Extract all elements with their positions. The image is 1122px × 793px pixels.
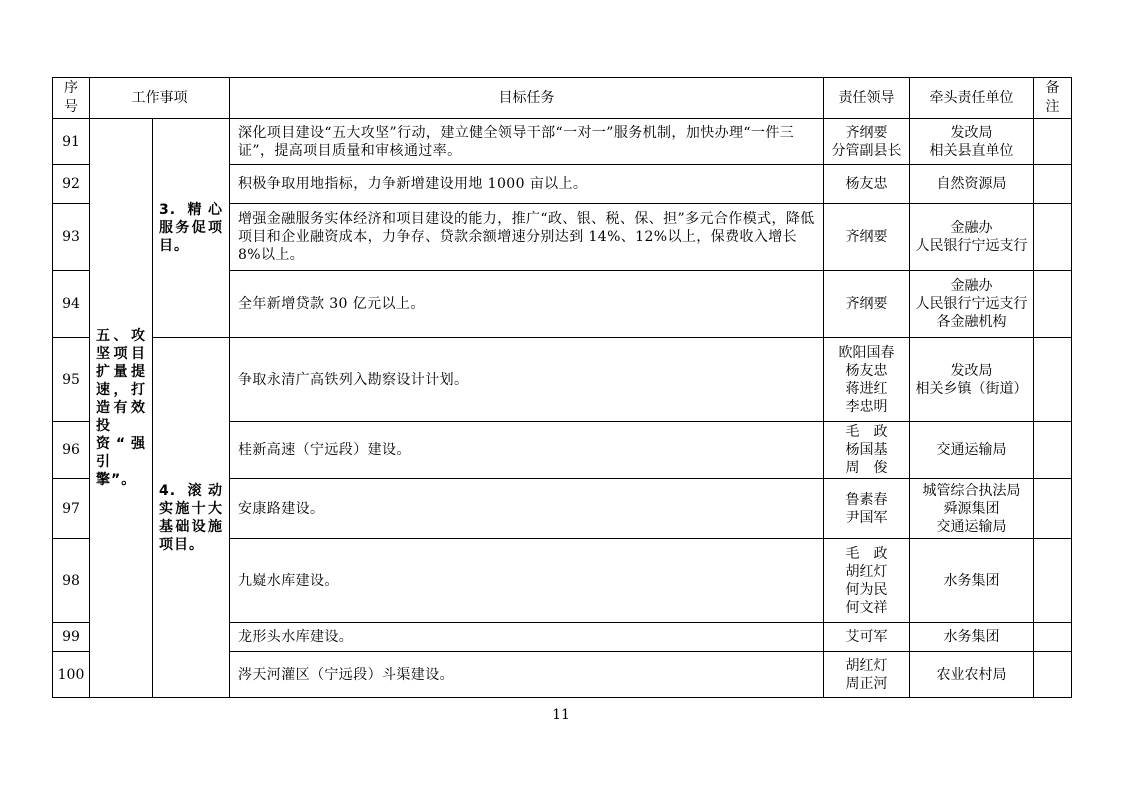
row-number: 100 [53,652,90,698]
responsible-leader: 鲁素春 尹国军 [824,479,910,539]
header-leader: 责任领导 [824,78,910,119]
row-number: 96 [53,422,90,479]
header-target: 目标任务 [230,78,824,119]
header-seq: 序 号 [53,78,90,119]
row-number: 94 [53,271,90,338]
remark-cell [1034,623,1072,652]
responsible-leader: 齐纲要 [824,271,910,338]
target-task: 龙形头水库建设。 [230,623,824,652]
target-task: 争取永清广高铁列入勘察设计计划。 [230,338,824,422]
lead-unit: 金融办 人民银行宁远支行 各金融机构 [910,271,1034,338]
responsible-leader: 杨友忠 [824,165,910,204]
row-number: 98 [53,539,90,623]
remark-cell [1034,204,1072,271]
responsible-leader: 毛 政 杨国基 周 俊 [824,422,910,479]
remark-cell [1034,271,1072,338]
lead-unit: 水务集团 [910,539,1034,623]
target-task: 涔天河灌区（宁远段）斗渠建设。 [230,652,824,698]
responsible-leader: 欧阳国春 杨友忠 蒋进红 李忠明 [824,338,910,422]
lead-unit: 自然资源局 [910,165,1034,204]
row-number: 97 [53,479,90,539]
remark-cell [1034,422,1072,479]
subsection-title-4: 4. 滚动实施十大基础设施项目。 [153,338,230,698]
lead-unit: 金融办 人民银行宁远支行 [910,204,1034,271]
target-task: 九嶷水库建设。 [230,539,824,623]
table-header-row [53,78,1072,119]
row-number: 91 [53,119,90,165]
lead-unit: 发改局 相关乡镇（街道） [910,338,1034,422]
lead-unit: 交通运输局 [910,422,1034,479]
header-work-item: 工作事项 [90,78,230,119]
lead-unit: 水务集团 [910,623,1034,652]
target-task: 桂新高速（宁远段）建设。 [230,422,824,479]
section-title: 五、攻坚项目扩量提速，打造有效投资“强引擎”。 [90,119,153,698]
remark-cell [1034,479,1072,539]
target-task: 深化项目建设“五大攻坚”行动，建立健全领导干部“一对一”服务机制，加快办理“一件三证”，提高项目质量和审核通过率。 [230,119,824,165]
lead-unit: 农业农村局 [910,652,1034,698]
responsible-leader: 胡红灯 周正河 [824,652,910,698]
remark-cell [1034,539,1072,623]
responsible-leader: 艾可军 [824,623,910,652]
table-row [53,338,1072,422]
subsection-title-3: 3. 精心服务促项目。 [153,119,230,338]
remark-cell [1034,652,1072,698]
responsible-leader: 毛 政 胡红灯 何为民 何文祥 [824,539,910,623]
row-number: 99 [53,623,90,652]
row-number: 93 [53,204,90,271]
responsible-leader: 齐纲要 分管副县长 [824,119,910,165]
target-task: 积极争取用地指标，力争新增建设用地 1000 亩以上。 [230,165,824,204]
remark-cell [1034,338,1072,422]
header-unit: 牵头责任单位 [910,78,1034,119]
target-task: 全年新增贷款 30 亿元以上。 [230,271,824,338]
target-task: 安康路建设。 [230,479,824,539]
row-number: 92 [53,165,90,204]
task-table [52,77,1072,698]
table-row [53,119,1072,165]
remark-cell [1034,119,1072,165]
target-task: 增强金融服务实体经济和项目建设的能力，推广“政、银、税、保、担”多元合作模式，降低项目和企业融资成本，力争存、贷款余额增速分别达到 14%、12%以上，保费收入增长 8%以上。 [230,204,824,271]
responsible-leader: 齐纲要 [824,204,910,271]
row-number: 95 [53,338,90,422]
lead-unit: 城管综合执法局 舜源集团 交通运输局 [910,479,1034,539]
page-number: 11 [552,707,570,723]
remark-cell [1034,165,1072,204]
header-remark: 备 注 [1034,78,1072,119]
lead-unit: 发改局 相关县直单位 [910,119,1034,165]
